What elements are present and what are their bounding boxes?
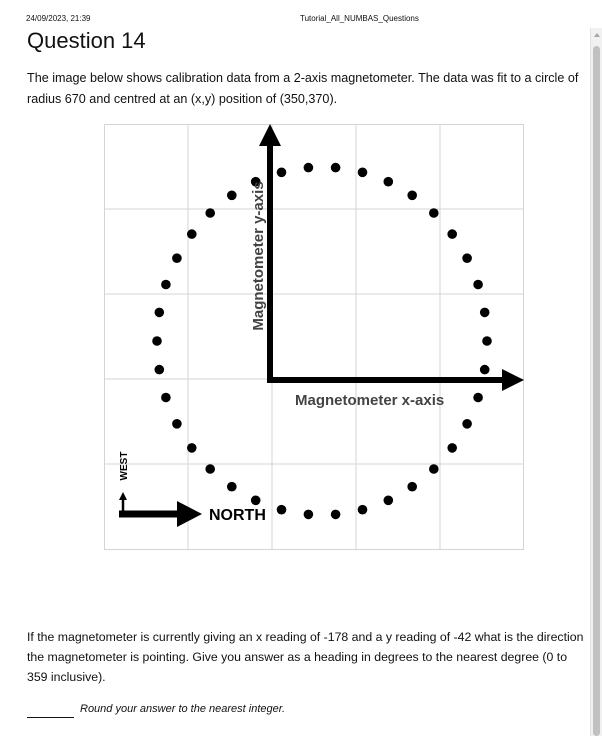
data-point	[251, 496, 261, 506]
data-point	[227, 482, 237, 492]
data-point	[384, 496, 394, 506]
west-label: WEST	[119, 451, 130, 481]
data-point	[161, 393, 171, 403]
data-point	[447, 443, 457, 453]
y-axis-label: Magnetometer y-axis	[250, 181, 267, 331]
plot-border	[105, 125, 524, 550]
data-point	[384, 177, 394, 187]
print-header	[0, 14, 602, 28]
data-point	[429, 208, 439, 218]
calibration-plot	[104, 124, 524, 550]
data-point	[205, 464, 215, 474]
data-point	[331, 510, 341, 520]
question-prompt: If the magnetometer is currently giving an x reading of -178 and a y reading of -42 what is the direction the magnetometer is pointing. Give you answer as a heading in degrees to the nearest degree (0 to 359 inclusive).	[27, 630, 584, 684]
data-point	[277, 168, 287, 178]
data-point	[187, 443, 197, 453]
data-point	[429, 464, 439, 474]
data-point	[227, 191, 237, 201]
data-point	[473, 280, 483, 290]
x-axis-label: Magnetometer x-axis	[295, 392, 445, 409]
data-point	[480, 365, 490, 375]
scroll-thumb[interactable]	[593, 46, 600, 736]
answer-hint: Round your answer to the nearest integer.	[80, 703, 286, 715]
data-point	[161, 280, 171, 290]
data-point	[462, 419, 472, 429]
answer-row	[27, 702, 427, 722]
data-point	[473, 393, 483, 403]
data-point	[172, 253, 182, 263]
scroll-up-arrow-icon[interactable]	[594, 33, 600, 37]
data-point	[358, 168, 368, 178]
print-date: 24/09/2023, 21:39	[26, 14, 91, 23]
data-point	[205, 208, 215, 218]
data-point	[304, 163, 314, 173]
data-point	[407, 482, 417, 492]
question-intro: The image below shows calibration data from a 2-axis magnetometer. The data was fit to a circle of radius 670 and centred at an (x,y) position of (350,370).	[27, 71, 579, 106]
vertical-scrollbar[interactable]	[590, 28, 602, 736]
data-point	[172, 419, 182, 429]
print-doc-title: Tutorial_All_NUMBAS_Questions	[300, 14, 419, 23]
data-point	[331, 163, 341, 173]
calibration-figure	[104, 124, 524, 550]
data-point	[277, 505, 287, 515]
data-point	[407, 191, 417, 201]
question-title: Question 14	[27, 28, 146, 53]
answer-input[interactable]	[27, 702, 74, 718]
data-point	[152, 336, 162, 346]
data-point	[187, 229, 197, 239]
data-point	[462, 253, 472, 263]
data-point	[155, 365, 165, 375]
data-point	[447, 229, 457, 239]
data-point	[304, 510, 314, 520]
data-point	[482, 336, 492, 346]
data-point	[155, 308, 165, 318]
data-point	[480, 308, 490, 318]
data-point	[358, 505, 368, 515]
north-label: NORTH	[209, 507, 266, 524]
